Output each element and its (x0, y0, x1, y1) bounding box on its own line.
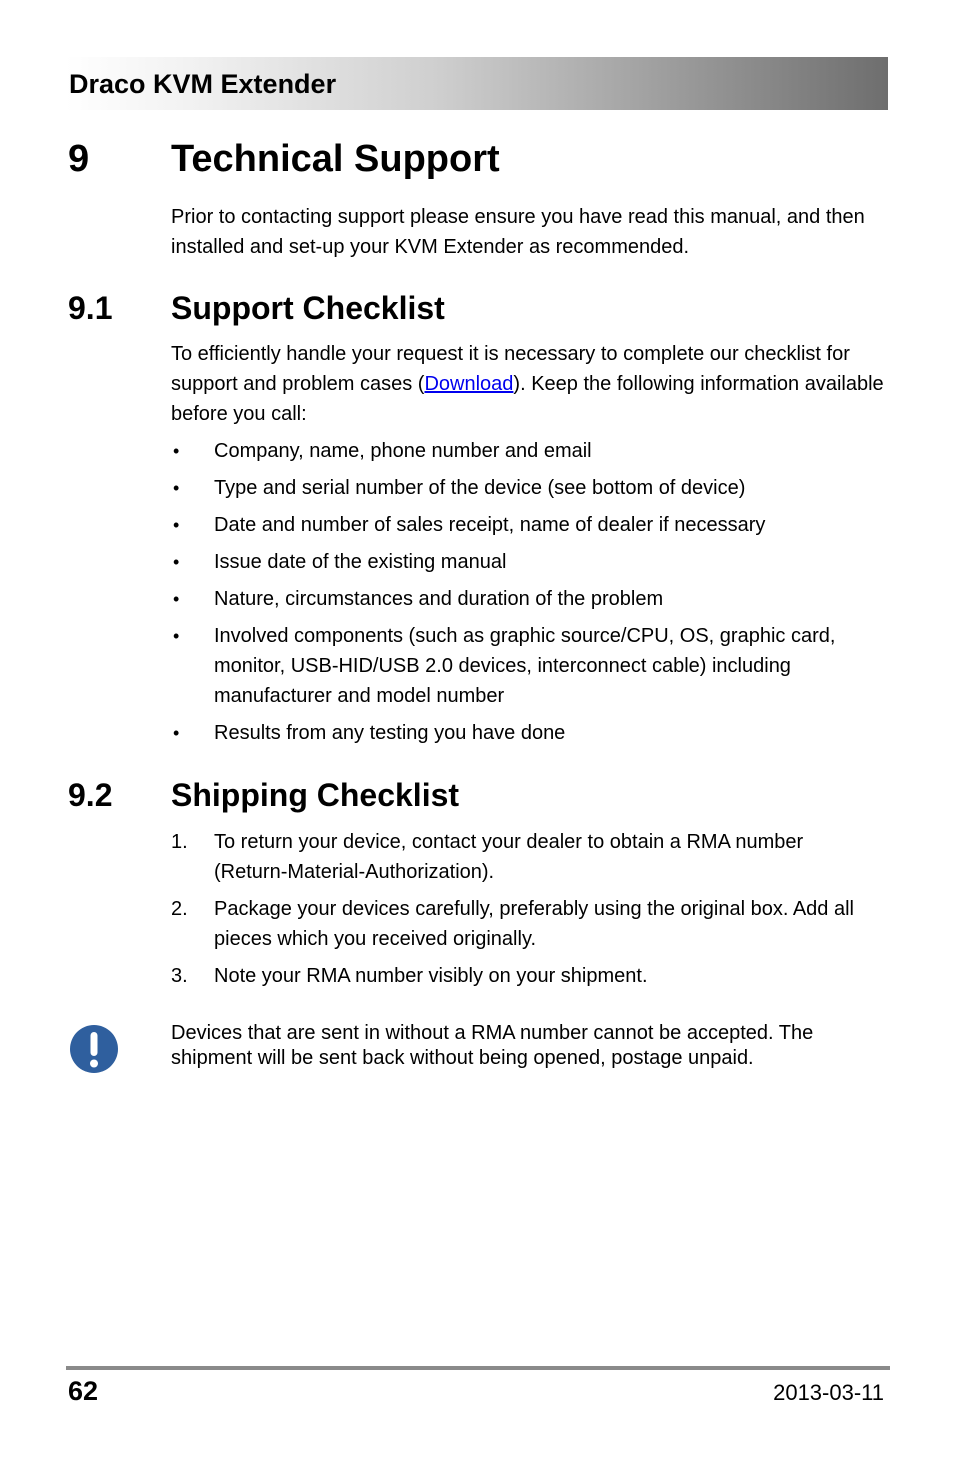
list-item (171, 621, 871, 711)
list-item-text: Nature, circumstances and duration of the problem (214, 588, 664, 610)
list-item (171, 547, 871, 577)
list-item-text: To return your device, contact your dealer to obtain a RMA number (Return-Material-Authorization). (214, 831, 804, 883)
document-title: Draco KVM Extender (69, 69, 337, 99)
list-item-text: Results from any testing you have done (214, 722, 566, 744)
footer-divider (66, 1366, 890, 1370)
list-item-text: Note your RMA number visibly on your shipment. (214, 965, 648, 987)
list-number: 2. (171, 898, 188, 920)
list-item-text: Type and serial number of the device (see bottom of device) (214, 477, 746, 499)
list-item-text: Issue date of the existing manual (214, 551, 507, 573)
bullet-marker: • (173, 515, 180, 535)
list-item (171, 961, 871, 991)
intro-text-before-link: To efficiently handle your request it is necessary to complete our checklist for support and problem cases ( (171, 343, 850, 395)
page-number: 62 (68, 1376, 99, 1406)
section-number: 9 (68, 138, 90, 180)
list-number: 3. (171, 965, 188, 987)
support-checklist-title: Support Checklist (171, 290, 445, 326)
footer-date: 2013-03-11 (773, 1380, 884, 1405)
list-item-text: Package your devices carefully, preferably using the original box. Add all pieces which you received originally. (214, 898, 854, 950)
intro-text-after-link: ). Keep the following information available before you call: (171, 373, 884, 425)
shipping-checklist-number: 9.2 (68, 777, 113, 813)
section-title: Technical Support (171, 138, 500, 180)
header-bar (66, 57, 888, 110)
support-checklist-intro (171, 339, 891, 429)
shipping-checklist-title: Shipping Checklist (171, 777, 460, 813)
bullet-marker: • (173, 441, 180, 461)
list-item (171, 436, 871, 466)
support-checklist-number: 9.1 (68, 290, 113, 326)
bullet-marker: • (173, 552, 180, 572)
list-item (171, 510, 871, 540)
download-link[interactable]: Download (424, 373, 514, 395)
list-item (171, 473, 871, 503)
support-checklist-list (171, 436, 871, 755)
list-item-text: Involved components (such as graphic source/CPU, OS, graphic card, monitor, USB-HID/USB 2.0 devices, interconnect cable) including manufacturer and model number (214, 625, 836, 707)
section-intro: Prior to contacting support please ensure you have read this manual, and then installed and set-up your KVM Extender as recommended. (171, 206, 865, 258)
notice-text: Devices that are sent in without a RMA number cannot be accepted. The shipment will be sent back without being opened, postage unpaid. (171, 1022, 814, 1069)
list-item-text: Date and number of sales receipt, name of dealer if necessary (214, 514, 766, 536)
list-item (171, 894, 871, 954)
bullet-marker: • (173, 589, 180, 609)
bullet-marker: • (173, 723, 180, 743)
list-number: 1. (171, 831, 188, 853)
list-item (171, 584, 871, 614)
bullet-marker: • (173, 478, 180, 498)
list-item-text: Company, name, phone number and email (214, 440, 592, 462)
bullet-marker: • (173, 626, 180, 646)
exclamation-icon (69, 1024, 119, 1074)
list-item (171, 827, 871, 887)
shipping-checklist-list (171, 827, 871, 998)
list-item (171, 718, 871, 748)
